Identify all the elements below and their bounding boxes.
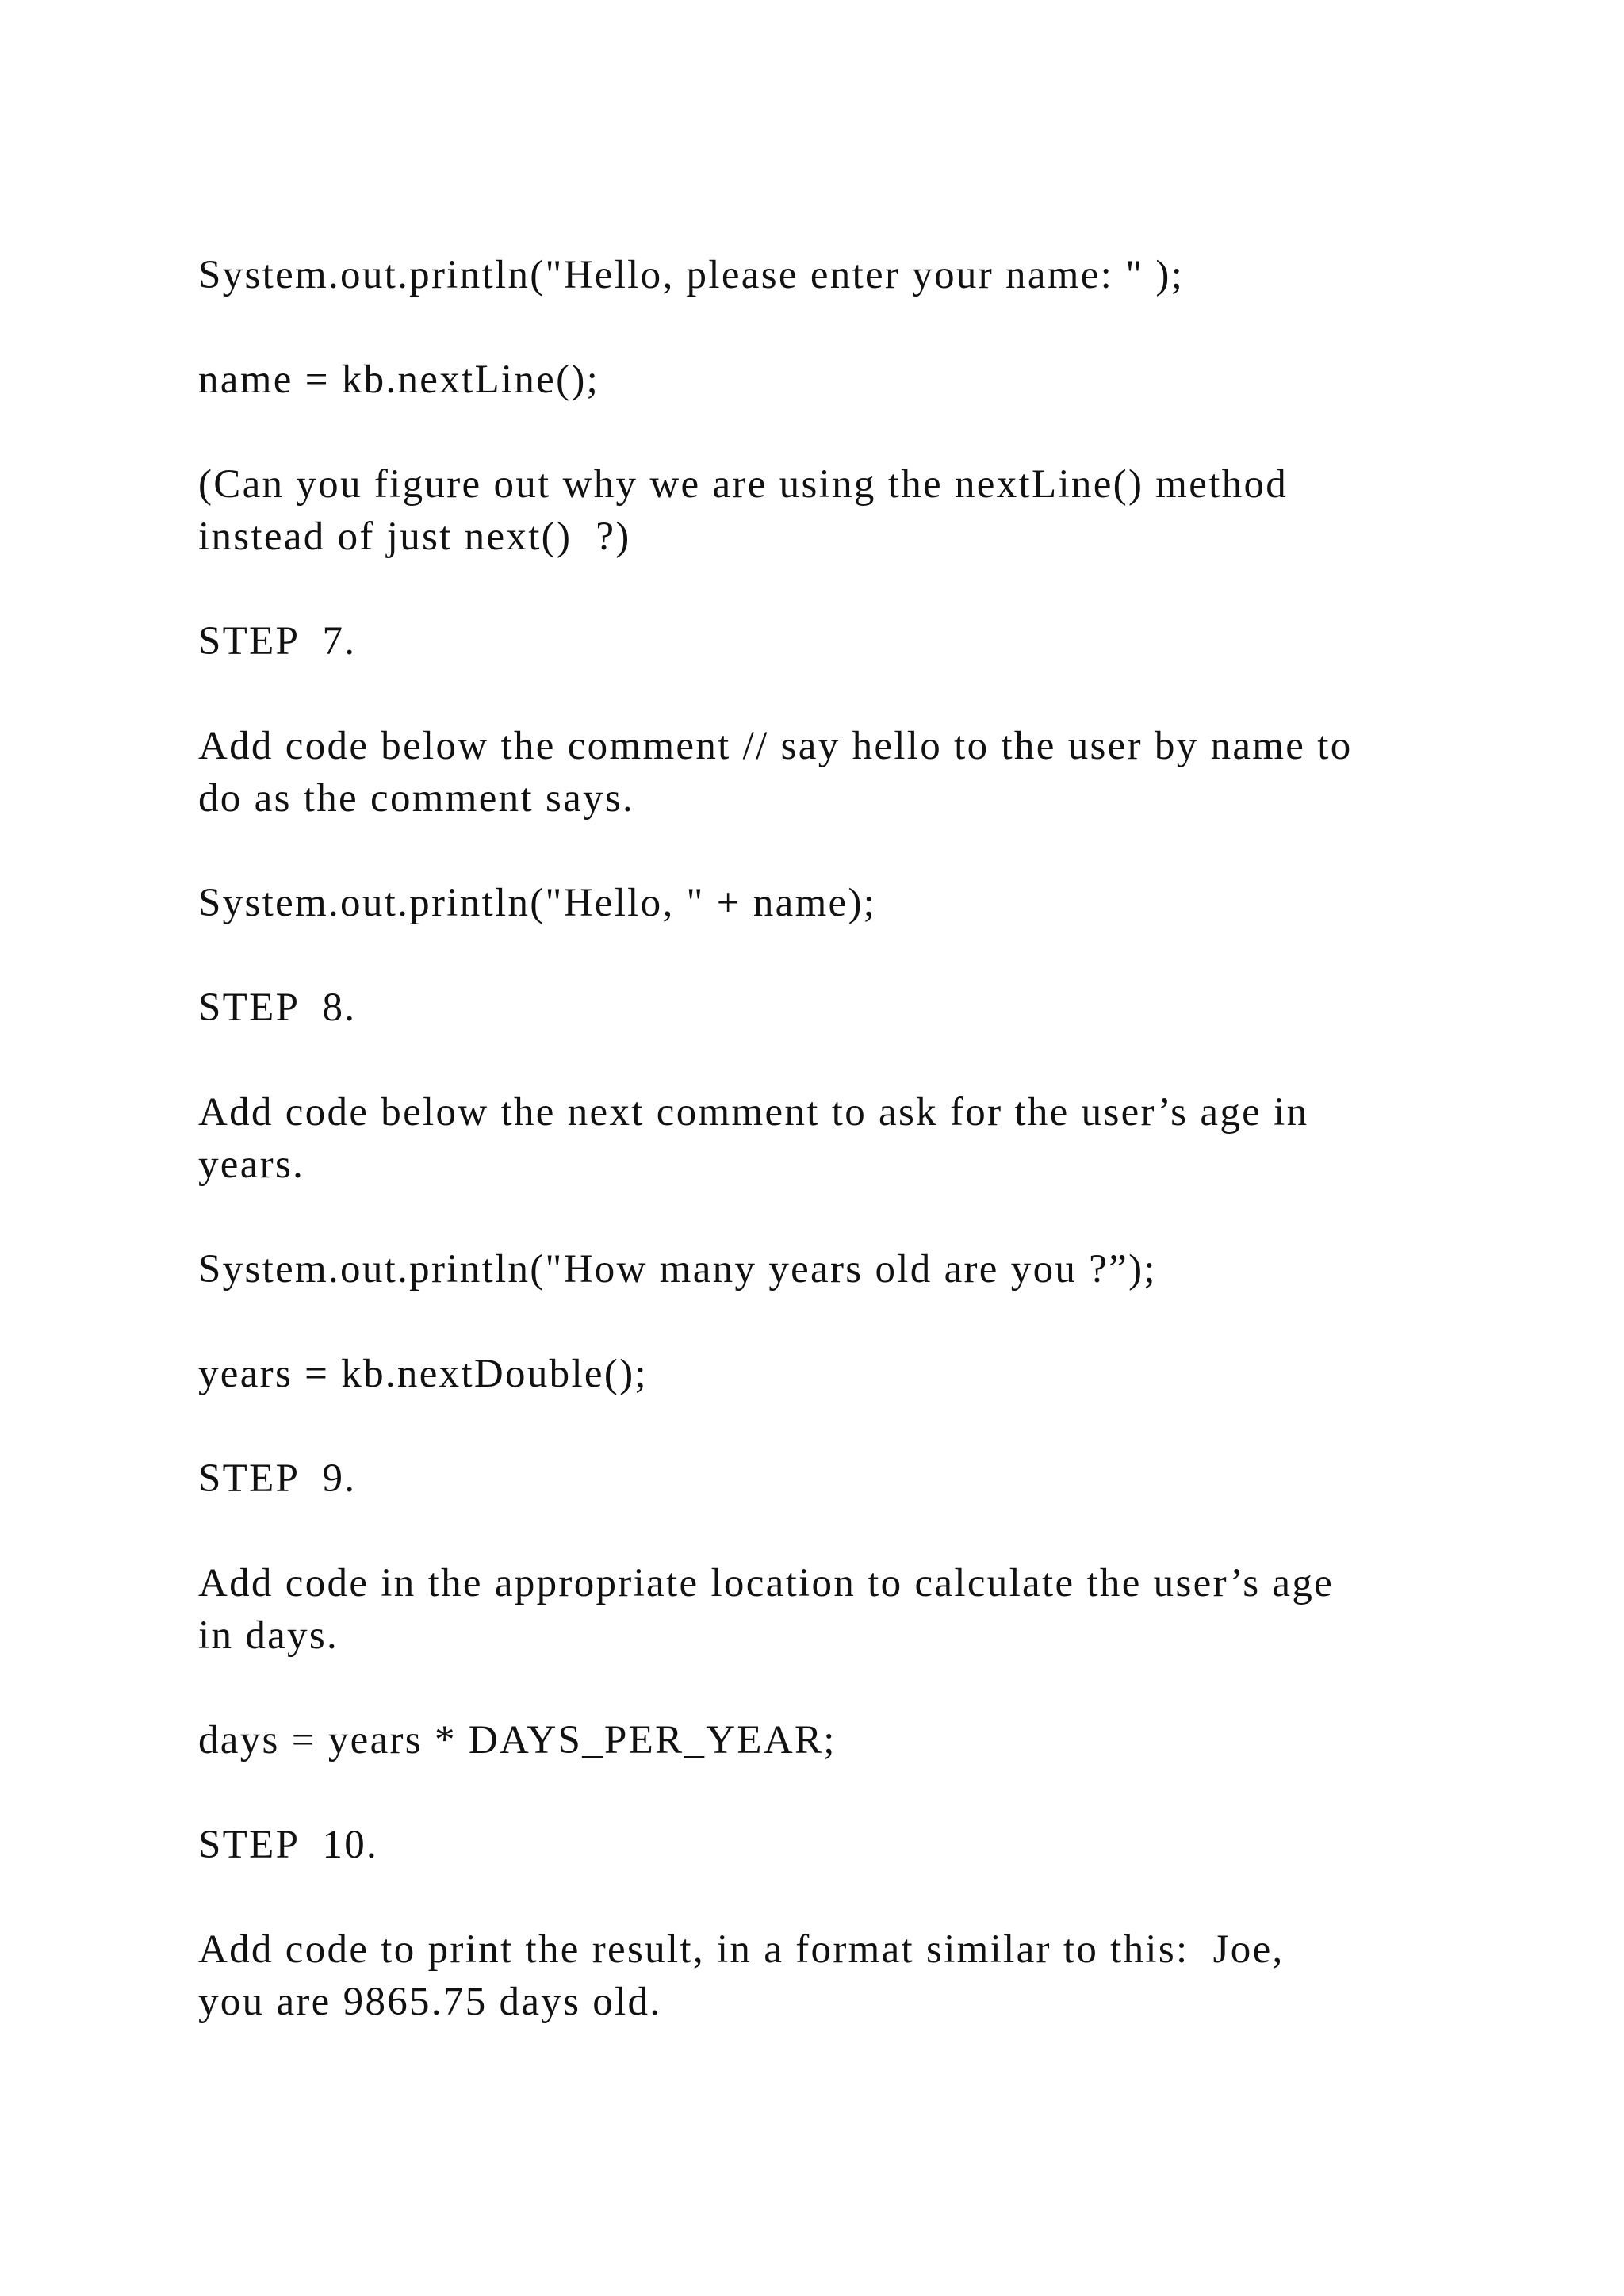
code-line-prompt-name: System.out.println("Hello, please enter your name: " ); bbox=[198, 253, 1185, 297]
step-9-instruction-line-2: in days. bbox=[198, 1613, 339, 1658]
code-line-say-hello: System.out.println("Hello, " + name); bbox=[198, 881, 877, 925]
step-10-heading: STEP 10. bbox=[198, 1823, 379, 1867]
code-line-prompt-years: System.out.println("How many years old are you ?”); bbox=[198, 1247, 1157, 1292]
step-9-heading: STEP 9. bbox=[198, 1456, 357, 1501]
step-10-instruction-line-2: you are 9865.75 days old. bbox=[198, 1980, 662, 2024]
question-line-1: (Can you figure out why we are using the nextLine() method bbox=[198, 462, 1289, 507]
code-line-read-name: name = kb.nextLine(); bbox=[198, 358, 600, 402]
step-10-instruction-line-1: Add code to print the result, in a format similar to this: Joe, bbox=[198, 1927, 1285, 1972]
step-9-instruction-line-1: Add code in the appropriate location to calculate the user’s age bbox=[198, 1561, 1335, 1605]
step-7-heading: STEP 7. bbox=[198, 619, 357, 664]
step-7-instruction-line-2: do as the comment says. bbox=[198, 776, 635, 821]
step-8-instruction-line-2: years. bbox=[198, 1142, 305, 1187]
code-line-calc-days: days = years * DAYS_PER_YEAR; bbox=[198, 1718, 837, 1762]
step-8-heading: STEP 8. bbox=[198, 985, 357, 1030]
question-line-2: instead of just next() ?) bbox=[198, 515, 631, 559]
step-8-instruction-line-1: Add code below the next comment to ask for the user’s age in bbox=[198, 1090, 1309, 1135]
step-7-instruction-line-1: Add code below the comment // say hello to the user by name to bbox=[198, 724, 1353, 768]
code-line-read-years: years = kb.nextDouble(); bbox=[198, 1352, 648, 1396]
